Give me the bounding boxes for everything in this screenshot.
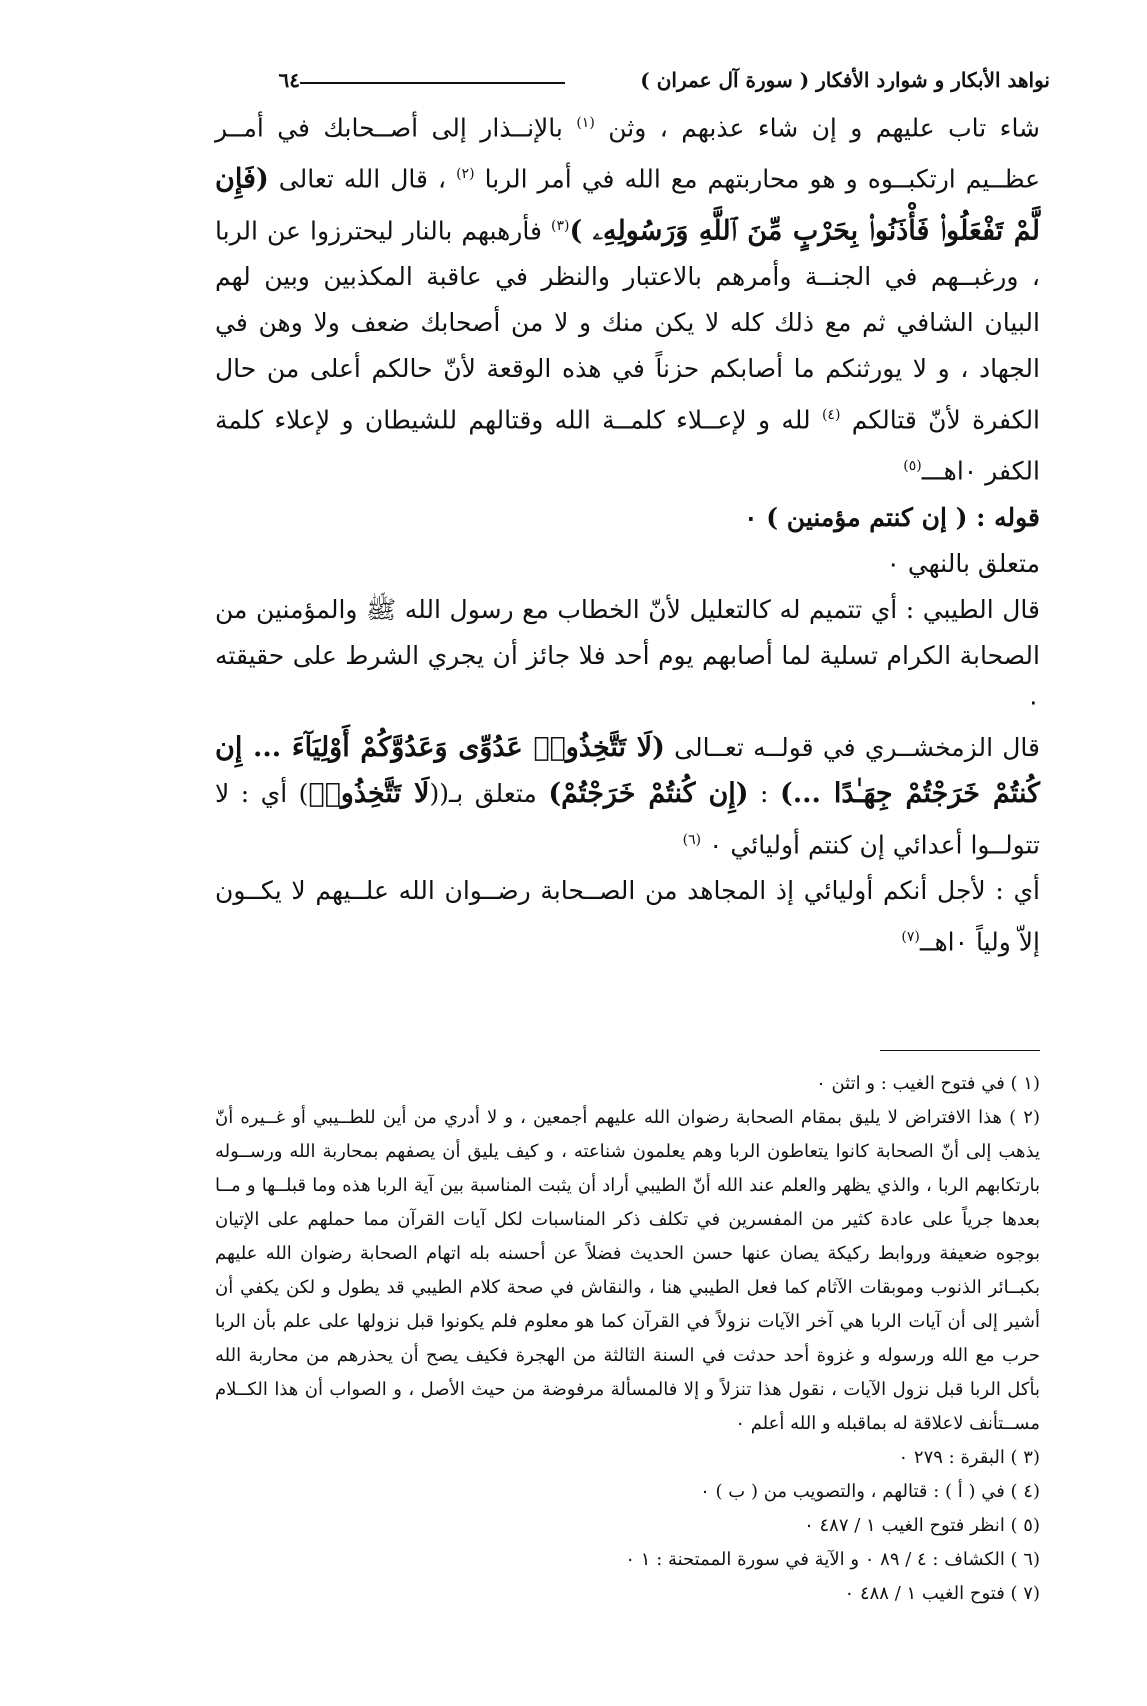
footnote: (٣ ) البقرة : ٢٧٩ ٠ xyxy=(898,1447,1040,1469)
running-title: نواهد الأبكار و شوارد الأفكار ( سورة آل عمران ) xyxy=(640,68,1050,92)
footnote-ref: (٧) xyxy=(901,928,920,945)
paragraph xyxy=(215,725,1040,868)
paragraph xyxy=(215,100,1040,495)
footnote-separator xyxy=(880,1050,1040,1051)
text-run: فأرهبهم بالنار ليحترزوا عن الربا ، ورغبــهم في الجنــة وأمرهم بالاعتبار والنظر في عاقبة المكذبين وبين لهم البيان الشافي ثم مع ذلك كله لا يكن منك و لا من أصحابك ضعف ولا وهن في الجهاد ، و لا يورثنكم ما أصابكم حزناً في هذه الوقعة لأنّ حالكم أعلى من حال الكفرة لأنّ قتالكم xyxy=(215,215,1041,435)
quran-verse: (فَإِن لَّمْ تَفْعَلُوا۟ فَأْذَنُوا۟ بِحَرْبٍ مِّنَ ٱللَّهِ وَرَسُولِهِۦ ) xyxy=(215,163,1040,246)
footnote: (٢ ) هذا الافتراض لا يليق بمقام الصحابة رضوان الله عليهم أجمعين ، و لا أدري من أين للطــيبي أو غــيره أنّ يذهب إلى أنّ الصحابة كانوا يتعاطون الربا وهم يعلمون شناعته ، و كيف يليق أن يصفهم بمحاربة الله ورســوله بارتكابهم الربا ، والذي يظهر والعلم عند الله أنّ الطيبي أراد أن يثبت المناسبة بين آية الربا هذه وما قبلــها و مــا بعدها جرياً على عادة كثير من المفسرين في تكلف ذكر المناسبات لكل آيات القرآن مما حملهم على الإتيان بوجوه ضعيفة وروابط ركيكة يصان عنها حسن الحديث فضلاً عن أحسنه بله اتهام الصحابة رضوان الله عليهم بكبــائر الذنوب وموبقات الآثام كما فعل الطيبي هنا ، والنقاش في صحة كلام الطيبي قد يطول و لكن يكفي أن أشير إلى أن آيات الربا هي آخر الآيات نزولاً في القرآن كما هو معلوم فلم يكونوا قبل نزولها على علم بأن الربا حرب مع الله ورسوله و غزوة أحد حدثت في السنة الثالثة من الهجرة فكيف يصح أن يحذرهم من محاربة الله بأكل الربا قبل نزول الآيات ، نقول هذا تنزلاً و إلا فالمسألة مرفوضة من حيث الأصل ، و الصواب أن هذا الكــلام مســتأنف لاعلاقة له بماقبله و الله أعلم ٠ xyxy=(215,1107,1040,1435)
footnotes xyxy=(215,1067,1040,1611)
footnote-ref: (٥) xyxy=(903,458,922,475)
quran-verse: (لَا تَتَّخِذُوا۟ عَدُوِّى وَعَدُوَّكُمْ أَوْلِيَآءَ ... إِن كُنتُمْ خَرَجْتُمْ جِهَـٰدًا ...) xyxy=(215,731,1040,809)
footnote: (٥ ) انظر فتوح الغيب ١ / ٤٨٧ ٠ xyxy=(804,1515,1040,1537)
text-run: : xyxy=(748,778,780,808)
footnote-ref: (٦) xyxy=(682,831,702,848)
quran-verse: (إِن كُنتُمْ خَرَجْتُمْ) xyxy=(548,777,749,809)
text-run: بالإنــذار إلى أصــحابك في أمــر عظــيم ارتكبــوه و هو محاربتهم مع الله في أمر الربا xyxy=(215,113,1040,194)
text-run: ) أي : لا تتولــوا أعدائي إن كنتم أوليائي ٠ xyxy=(215,778,1040,859)
footnote-ref: (٤) xyxy=(821,406,841,423)
text-run: متعلق بـ(( xyxy=(429,778,549,808)
footnote: (١ ) في فتوح الغيب : و اتثن ٠ xyxy=(816,1073,1040,1095)
paragraph: قال الطيبي : أي تتميم له كالتعليل لأنّ الخطاب مع رسول الله ﷺ والمؤمنين من الصحابة الكرام تسلية لما أصابهم يوم أحد فلا جائز أن يجري الشرط على حقيقته ٠ xyxy=(215,594,1040,716)
text-run: شاء تاب عليهم و إن شاء عذبهم ، وثن xyxy=(594,113,1041,143)
footnote: (٧ ) فتوح الغيب ١ / ٤٨٨ ٠ xyxy=(844,1583,1040,1605)
main-text xyxy=(215,100,1040,965)
footnote-ref: (٢) xyxy=(456,166,475,183)
text-run: أي : لأجل أنكم أوليائي إذ المجاهد من الصــحابة رضــوان الله علــيهم لا يكــون إلاّ ولياً ٠اهــ xyxy=(215,875,1040,957)
quran-verse: لَا تَتَّخِذُوا۟ xyxy=(308,777,430,809)
page-number: ٦٤ xyxy=(278,68,300,92)
paragraph xyxy=(215,868,1040,965)
book-page xyxy=(215,60,1050,1611)
text-run: لله و لإعــلاء كلمــة الله وقتالهم للشيطان و لإعلاء كلمة الكفر ٠اهـــ xyxy=(215,405,1040,486)
text-run: قال الزمخشــري في قولــه تعــالى xyxy=(664,732,1040,762)
footnote-ref: (٣) xyxy=(551,217,570,234)
footnote: (٦ ) الكشاف : ٤ / ٨٩ ٠ و الآية في سورة الممتحنة : ١ ٠ xyxy=(625,1549,1040,1571)
header-rule xyxy=(300,82,565,84)
section-heading: قوله : ( إن كنتم مؤمنين ) ٠ xyxy=(744,502,1040,532)
page-header xyxy=(215,60,1050,100)
text-run: ، قال الله تعالى xyxy=(268,164,457,194)
footnote-ref: (١) xyxy=(576,115,595,131)
footnote: (٤ ) في ( أ ) : قتالهم ، والتصويب من ( ب ) ٠ xyxy=(700,1481,1040,1503)
paragraph: متعلق بالنهي ٠ xyxy=(886,548,1040,578)
